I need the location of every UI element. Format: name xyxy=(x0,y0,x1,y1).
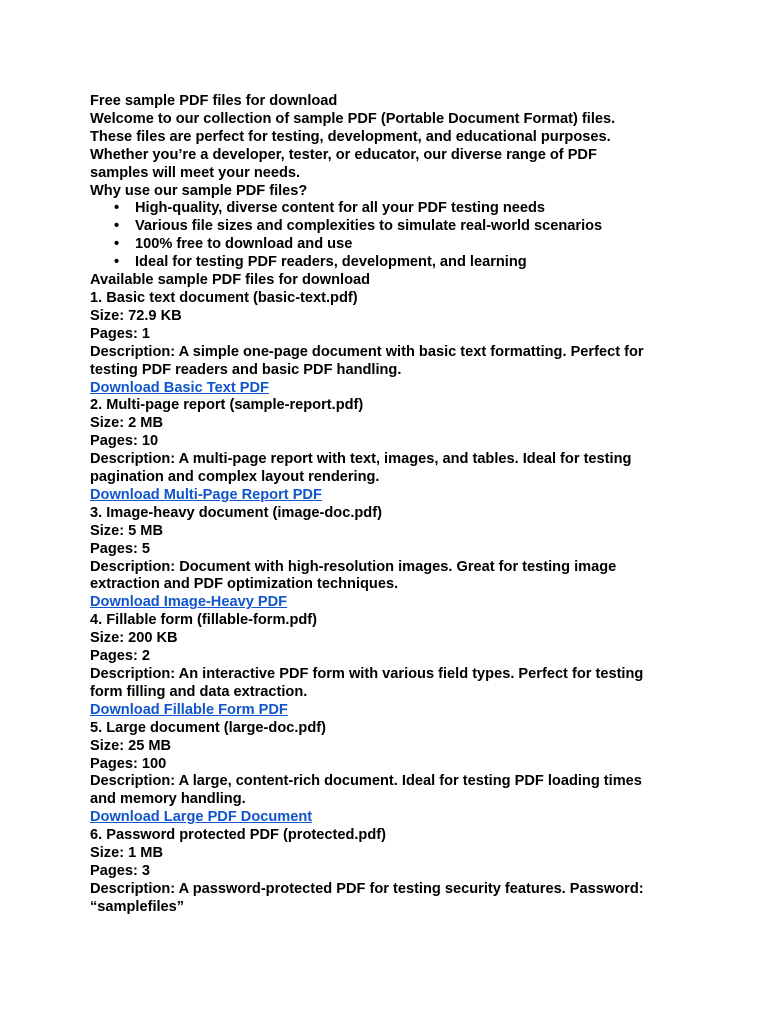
file-size: Size: 200 KB xyxy=(90,630,178,647)
file-description-line: Description: A multi-page report with text, images, and tables. Ideal for testing xyxy=(90,451,632,468)
file-entry-multi-page-report xyxy=(90,397,698,504)
intro-line: Whether you’re a developer, tester, or educator, our diverse range of PDF xyxy=(90,146,597,163)
list-item-text: High-quality, diverse content for all your PDF testing needs xyxy=(135,200,546,217)
file-description-line: pagination and complex layout rendering. xyxy=(90,469,380,486)
download-large-document-link[interactable]: Download Large PDF Document xyxy=(90,809,313,826)
list-item xyxy=(114,218,698,236)
file-entry-image-heavy xyxy=(90,505,698,612)
download-multi-page-report-link[interactable]: Download Multi-Page Report PDF xyxy=(90,486,322,503)
document-title: Free sample PDF files for download xyxy=(90,93,338,109)
list-item-text: 100% free to download and use xyxy=(135,236,353,253)
file-size: Size: 25 MB xyxy=(90,737,172,754)
file-description-line: Description: A large, content-rich document. Ideal for testing PDF loading times xyxy=(90,773,642,790)
file-heading: 4. Fillable form (fillable-form.pdf) xyxy=(90,612,318,629)
file-heading: 3. Image-heavy document (image-doc.pdf) xyxy=(90,504,382,521)
bullet-icon: • xyxy=(114,254,120,271)
why-heading: Why use our sample PDF files? xyxy=(90,182,308,199)
intro-line: These files are perfect for testing, development, and educational purposes. xyxy=(90,128,611,145)
file-description-line: Description: A password-protected PDF for testing security features. Password: xyxy=(90,880,644,897)
file-description-line: Description: A simple one-page document with basic text formatting. Perfect for xyxy=(90,343,644,360)
file-entry-large-document xyxy=(90,720,698,827)
list-item xyxy=(114,200,698,218)
file-size: Size: 2 MB xyxy=(90,415,163,432)
bullet-icon: • xyxy=(114,218,120,235)
file-pages: Pages: 100 xyxy=(90,755,167,772)
file-heading: 2. Multi-page report (sample-report.pdf) xyxy=(90,397,364,414)
file-entry-basic-text xyxy=(90,290,698,397)
list-item xyxy=(114,254,698,272)
file-description-line: “samplefiles” xyxy=(90,898,185,915)
file-pages: Pages: 5 xyxy=(90,540,151,557)
file-heading: 1. Basic text document (basic-text.pdf) xyxy=(90,289,358,306)
available-heading: Available sample PDF files for download xyxy=(90,272,371,289)
file-size: Size: 1 MB xyxy=(90,845,163,862)
file-pages: Pages: 1 xyxy=(90,325,151,342)
download-basic-text-link[interactable]: Download Basic Text PDF xyxy=(90,379,269,396)
benefits-list xyxy=(90,200,698,272)
file-description-line: and memory handling. xyxy=(90,791,246,808)
bullet-icon: • xyxy=(114,200,120,217)
file-pages: Pages: 10 xyxy=(90,433,159,450)
list-item-text: Various file sizes and complexities to simulate real-world scenarios xyxy=(135,218,603,235)
file-description-line: form filling and data extraction. xyxy=(90,683,308,700)
download-fillable-form-link[interactable]: Download Fillable Form PDF xyxy=(90,701,288,718)
file-description-line: testing PDF readers and basic PDF handling. xyxy=(90,361,402,378)
document-body xyxy=(90,93,698,917)
file-description-line: extraction and PDF optimization techniques. xyxy=(90,576,399,593)
file-pages: Pages: 2 xyxy=(90,648,151,665)
list-item xyxy=(114,236,698,254)
file-size: Size: 5 MB xyxy=(90,522,163,539)
file-heading: 5. Large document (large-doc.pdf) xyxy=(90,719,326,736)
file-entry-password-protected xyxy=(90,827,698,917)
download-image-heavy-link[interactable]: Download Image-Heavy PDF xyxy=(90,594,288,611)
file-entry-fillable-form xyxy=(90,612,698,719)
intro-paragraph xyxy=(90,111,698,183)
file-pages: Pages: 3 xyxy=(90,862,151,879)
intro-line: Welcome to our collection of sample PDF (Portable Document Format) files. xyxy=(90,110,616,127)
file-description-line: Description: An interactive PDF form with various field types. Perfect for testing xyxy=(90,666,644,682)
file-description-line: Description: Document with high-resolution images. Great for testing image xyxy=(90,558,617,575)
file-size: Size: 72.9 KB xyxy=(90,307,182,324)
intro-line: samples will meet your needs. xyxy=(90,164,301,181)
list-item-text: Ideal for testing PDF readers, development, and learning xyxy=(135,254,527,271)
bullet-icon: • xyxy=(114,236,120,253)
file-heading: 6. Password protected PDF (protected.pdf) xyxy=(90,827,386,844)
